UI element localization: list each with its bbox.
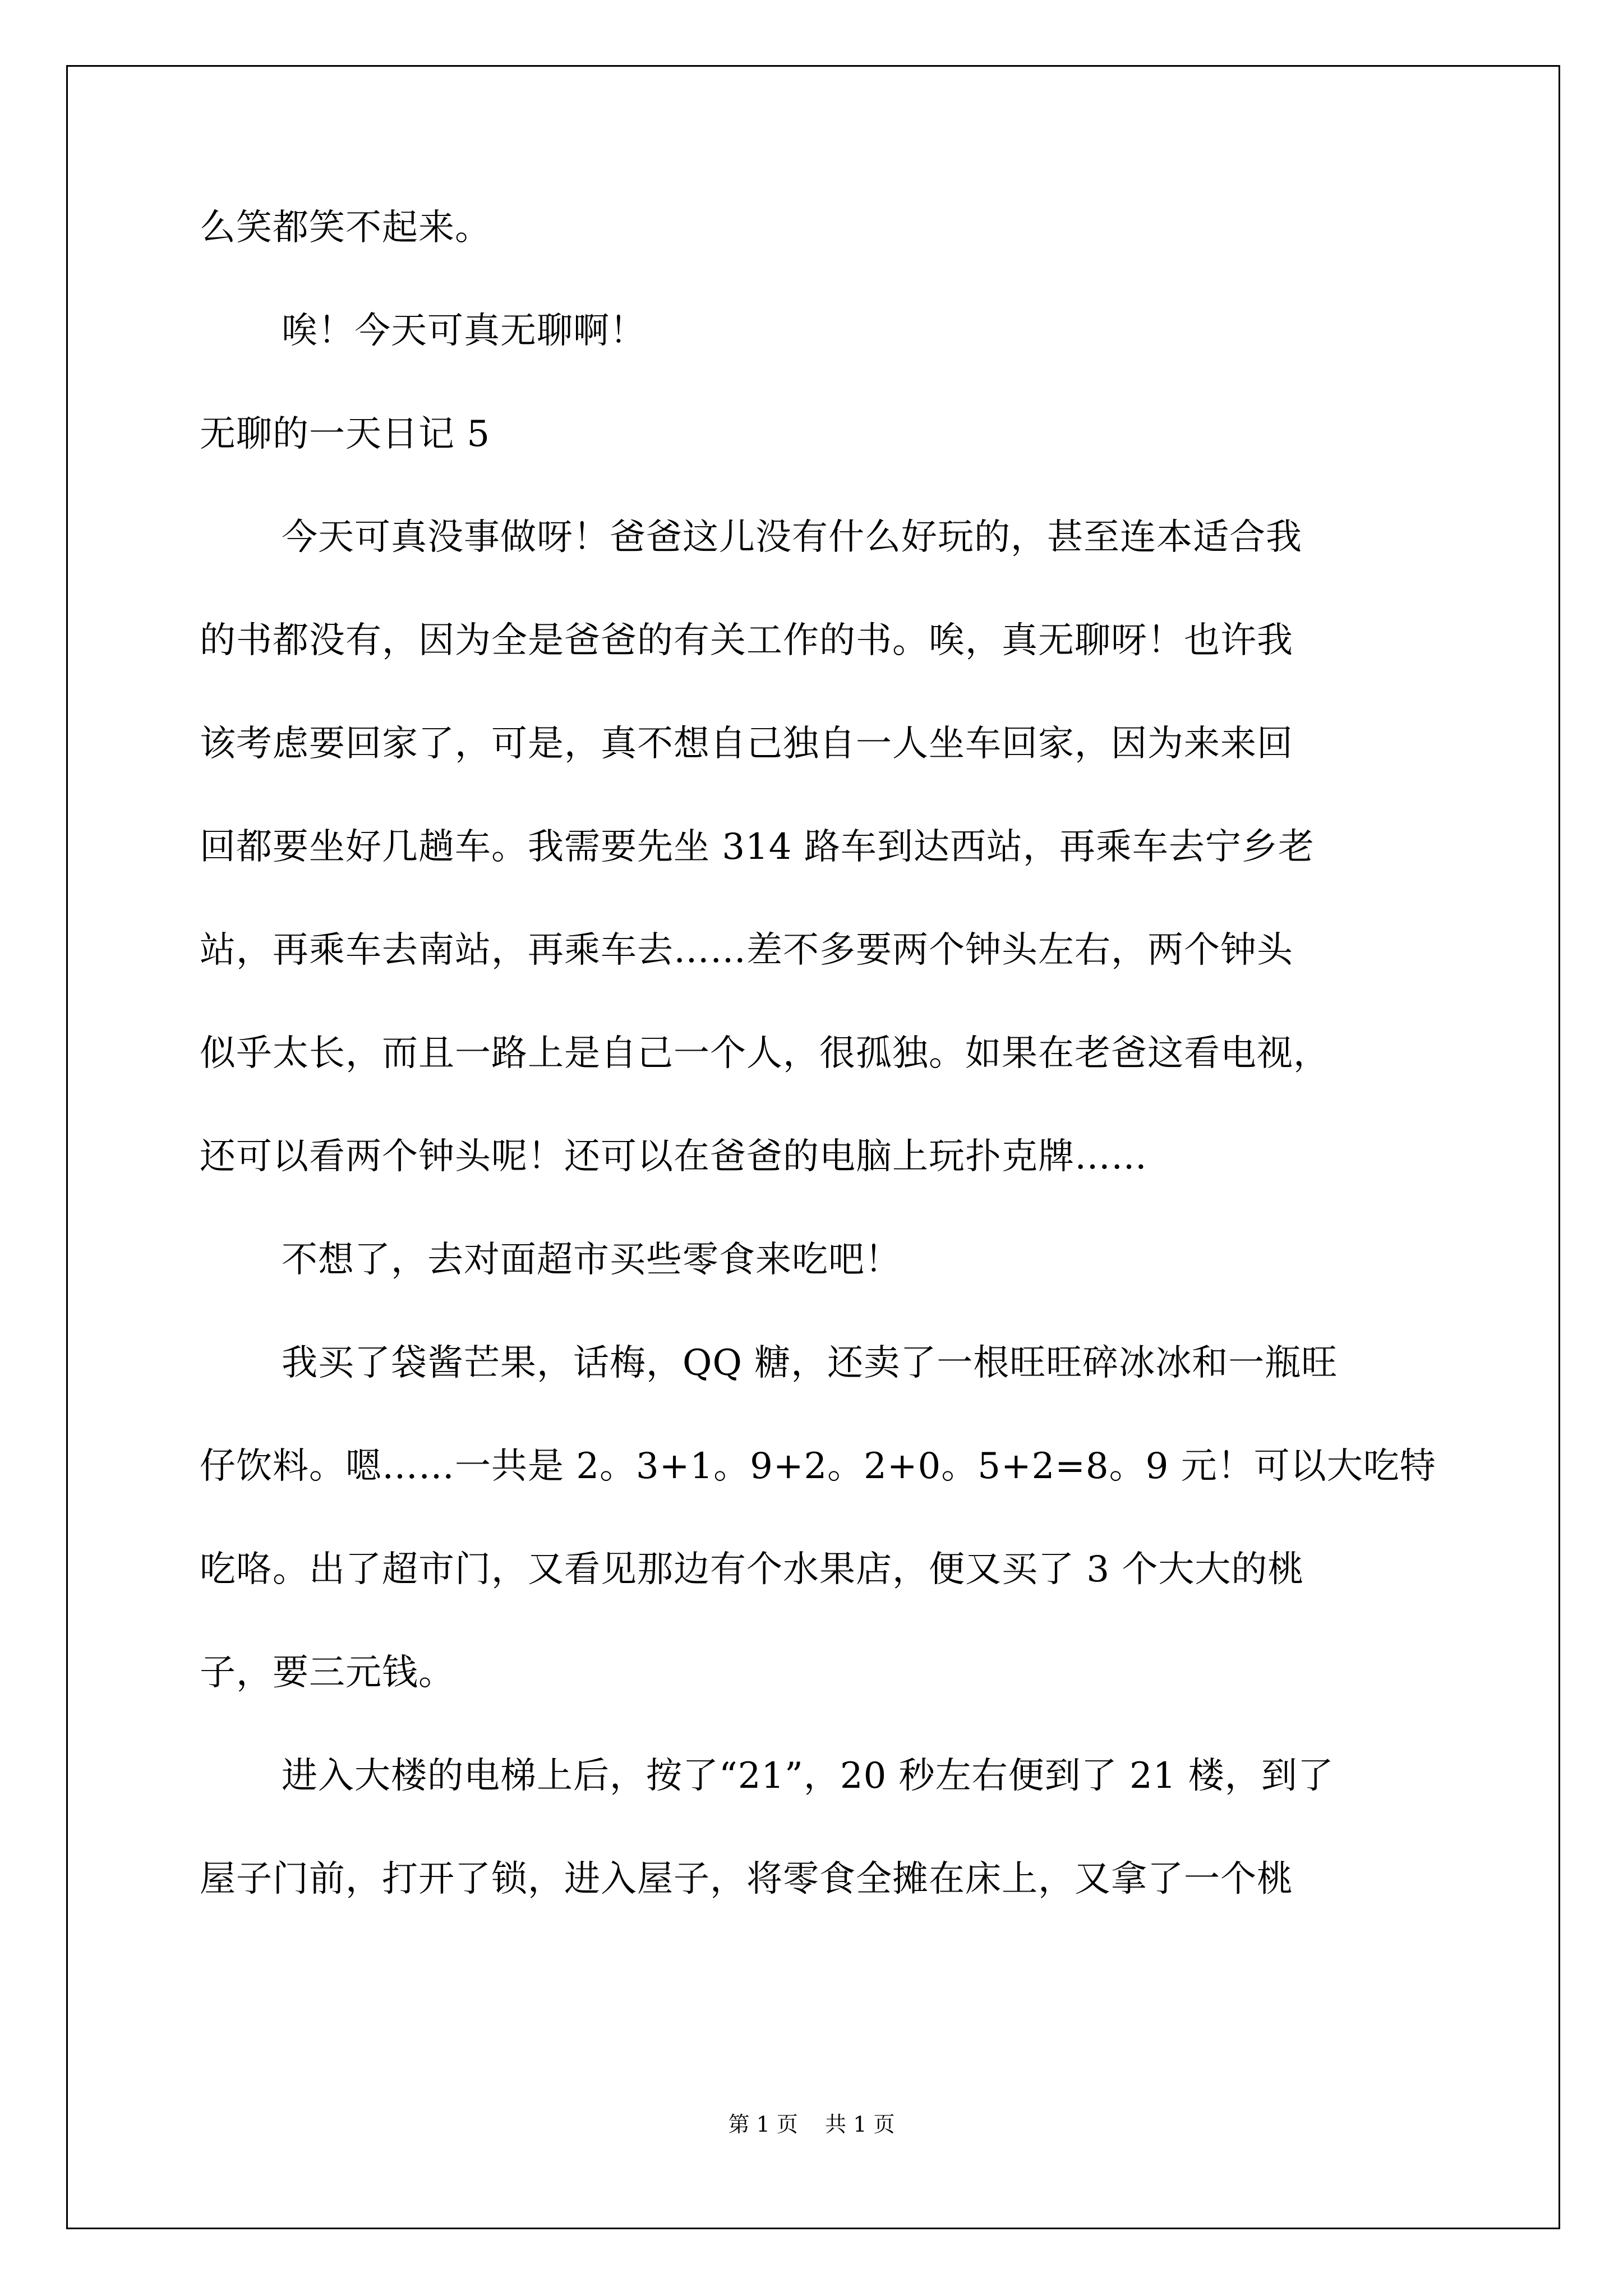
- text-line: 屋子门前，打开了锁，进入屋子，将零食全摊在床上，又拿了一个桃: [200, 1858, 1293, 1900]
- paragraph-gap: [200, 1182, 1428, 1234]
- text-line: 子，要三元钱。: [200, 1652, 455, 1694]
- text-line: 吃咯。出了超市门，又看见那边有个水果店，便又买了 3 个大大的桃: [200, 1549, 1304, 1590]
- text-line: 今天可真没事做呀！爸爸这儿没有什么好玩的，甚至连本适合我: [282, 517, 1302, 558]
- paragraph-gap: [200, 254, 1428, 305]
- paragraph-gap: [200, 357, 1428, 408]
- text-line: 仔饮料。嗯……一共是 2。3+1。9+2。2+0。5+2=8。9 元！可以大吃特: [200, 1446, 1436, 1487]
- document-body: [200, 202, 1436, 1905]
- text-line: 不想了，去对面超市买些零食来吃吧！: [282, 1239, 901, 1281]
- line-gap: [200, 1079, 1428, 1131]
- line-gap: [200, 1802, 1428, 1853]
- line-gap: [200, 1389, 1428, 1441]
- line-gap: [200, 1595, 1428, 1647]
- line-gap: [200, 770, 1428, 821]
- text-line: 我买了袋酱芒果，话梅，QQ 糖，还卖了一根旺旺碎冰冰和一瓶旺: [282, 1342, 1338, 1384]
- paragraph-gap: [200, 1286, 1428, 1337]
- line-gap: [200, 1492, 1428, 1544]
- page-footer: 第 1 页 共 1 页: [728, 2112, 895, 2137]
- text-line: 唉！今天可真无聊啊！: [282, 310, 646, 352]
- text-line: 似乎太长，而且一路上是自己一个人，很孤独。如果在老爸这看电视，: [200, 1033, 1330, 1074]
- section-title: 无聊的一天日记 5: [200, 413, 491, 455]
- line-gap: [200, 563, 1428, 615]
- paragraph-gap: [200, 460, 1428, 512]
- text-line: 么笑都笑不起来。: [200, 207, 491, 249]
- text-line: 进入大楼的电梯上后，按了“21”，20 秒左右便到了 21 楼，到了: [282, 1755, 1334, 1797]
- paragraph-gap: [200, 1699, 1428, 1750]
- text-line: 的书都没有，因为全是爸爸的有关工作的书。唉，真无聊呀！也许我: [200, 620, 1293, 661]
- line-gap: [200, 976, 1428, 1028]
- text-line: 还可以看两个钟头呢！还可以在爸爸的电脑上玩扑克牌……: [200, 1136, 1147, 1177]
- line-gap: [200, 666, 1428, 718]
- text-line: 回都要坐好几趟车。我需要先坐 314 路车到达西站，再乘车去宁乡老: [200, 826, 1315, 868]
- text-line: 该考虑要回家了，可是，真不想自己独自一人坐车回家，因为来来回: [200, 723, 1293, 765]
- line-gap: [200, 873, 1428, 924]
- text-line: 站，再乘车去南站，再乘车去……差不多要两个钟头左右，两个钟头: [200, 930, 1293, 971]
